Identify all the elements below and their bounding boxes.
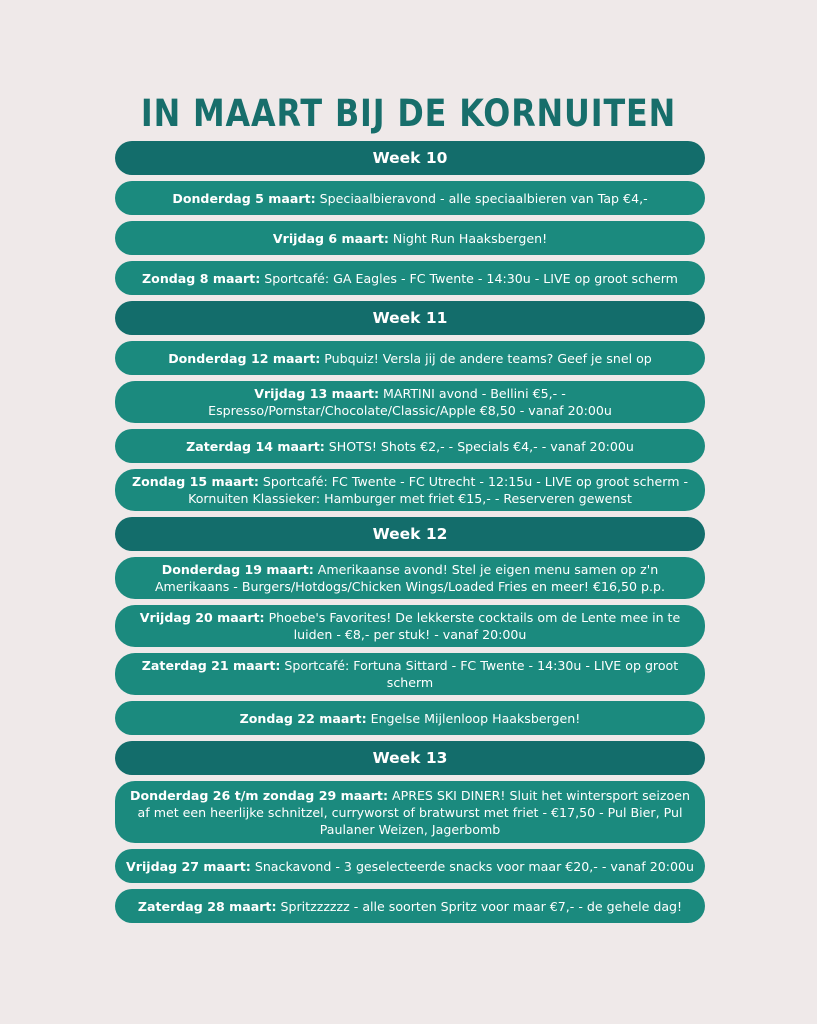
event-text: MARTINI avond - Bellini €5,- - Espresso/Pornstar/Chocolate/Classic/Apple €8,50 - vanaf 20:00u bbox=[208, 386, 612, 418]
event-day: Donderdag 26 t/m zondag 29 maart: bbox=[130, 787, 388, 803]
event-item bbox=[115, 605, 705, 647]
event-day: Vrijdag 20 maart: bbox=[139, 610, 265, 625]
event-item bbox=[115, 181, 705, 215]
event-text: Sportcafé: GA Eagles - FC Twente - 14:30u - LIVE op groot scherm bbox=[260, 270, 678, 286]
event-text: Night Run Haaksbergen! bbox=[388, 230, 548, 246]
event-item bbox=[115, 781, 705, 843]
event-text: Sportcafé: FC Twente - FC Utrecht - 12:15u - LIVE op groot scherm - Kornuiten Klassieker: Hamburger met friet €15,- - Reserveren gewenst bbox=[188, 474, 689, 506]
event-item bbox=[115, 469, 705, 511]
event-text: Amerikaanse avond! Stel je eigen menu samen op z'n Amerikaans - Burgers/Hotdogs/Chicken Wings/Loaded Fries en meer! €16,50 p.p. bbox=[154, 562, 666, 594]
event-item bbox=[115, 701, 705, 735]
event-day: Zondag 15 maart: bbox=[131, 474, 259, 489]
week-header: Week 13 bbox=[115, 741, 705, 775]
event-day: Zaterdag 28 maart: bbox=[137, 898, 277, 914]
event-day: Donderdag 5 maart: bbox=[172, 190, 316, 206]
event-day: Zaterdag 21 maart: bbox=[141, 658, 281, 673]
event-item bbox=[115, 381, 705, 423]
event-day: Donderdag 12 maart: bbox=[168, 350, 321, 366]
event-item bbox=[115, 557, 705, 599]
event-text: Phoebe's Favorites! De lekkerste cocktails om de Lente mee in te luiden - €8,- per stuk! - vanaf 20:00u bbox=[264, 610, 681, 642]
event-item bbox=[115, 849, 705, 883]
event-item bbox=[115, 221, 705, 255]
event-text: Engelse Mijlenloop Haaksbergen! bbox=[366, 710, 581, 726]
event-day: Vrijdag 6 maart: bbox=[272, 230, 389, 246]
event-text: Sportcafé: Fortuna Sittard - FC Twente - 14:30u - LIVE op groot scherm bbox=[280, 658, 679, 690]
event-text: Speciaalbieravond - alle speciaalbieren van Tap €4,- bbox=[315, 190, 648, 206]
event-text: Snackavond - 3 geselecteerde snacks voor maar €20,- - vanaf 20:00u bbox=[250, 858, 694, 874]
event-item bbox=[115, 341, 705, 375]
page-title: IN MAART BIJ DE KORNUITEN bbox=[140, 92, 677, 135]
event-item bbox=[115, 261, 705, 295]
event-day: Vrijdag 13 maart: bbox=[254, 386, 380, 401]
event-item bbox=[115, 889, 705, 923]
event-text: SHOTS! Shots €2,- - Specials €4,- - vanaf 20:00u bbox=[324, 438, 634, 454]
event-item bbox=[115, 653, 705, 695]
week-header: Week 10 bbox=[115, 141, 705, 175]
event-schedule bbox=[115, 141, 705, 923]
event-day: Zondag 8 maart: bbox=[142, 270, 261, 286]
event-text: Pubquiz! Versla jij de andere teams? Geef je snel op bbox=[320, 350, 652, 366]
event-item bbox=[115, 429, 705, 463]
event-day: Zondag 22 maart: bbox=[239, 710, 367, 726]
event-day: Zaterdag 14 maart: bbox=[186, 438, 325, 454]
event-text: Spritzzzzzz - alle soorten Spritz voor maar €7,- - de gehele dag! bbox=[276, 898, 683, 914]
event-day: Donderdag 19 maart: bbox=[161, 562, 314, 577]
week-header: Week 11 bbox=[115, 301, 705, 335]
week-header: Week 12 bbox=[115, 517, 705, 551]
event-day: Vrijdag 27 maart: bbox=[126, 858, 251, 874]
event-text: APRES SKI DINER! Sluit het wintersport seizoen af met een heerlijke schnitzel, curryworst of bratwurst met friet - €17,50 - Pul Bier, Pul Paulaner Weizen, Jagerbomb bbox=[137, 787, 690, 837]
